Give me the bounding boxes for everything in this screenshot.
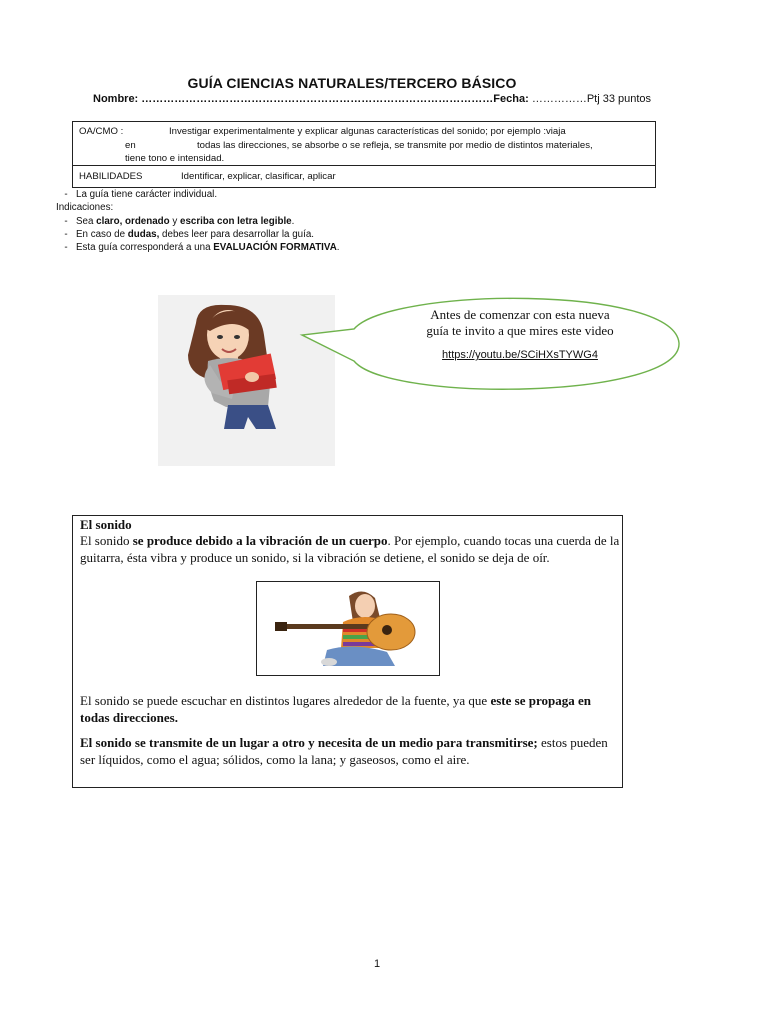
oa-text-line3: tiene tono e intensidad. xyxy=(125,153,225,164)
instruction-text: . xyxy=(291,215,295,227)
date-dots: …………… xyxy=(528,93,587,105)
page-number: 1 xyxy=(374,958,381,970)
instruction-bold: dudas, xyxy=(127,228,160,240)
instructions-list xyxy=(56,188,340,254)
list-dash: - xyxy=(64,189,68,200)
oa-text-line1: Investigar experimentalmente y explicar algunas características del sonido; por ejemplo :viaja xyxy=(169,126,566,137)
oa-label: OA/CMO : xyxy=(79,126,124,137)
oa-text-en: en xyxy=(125,140,136,151)
paragraph-text: . Por ejemplo, cuando tocas una cuerda de la guitarra, ésta vibra y produce un sonido, si la vibración se detiene, el sonido se deja de oír. xyxy=(80,533,620,565)
section-title: El sonido xyxy=(80,517,132,532)
date-label: Fecha: xyxy=(493,93,529,105)
habilidades-label: HABILIDADES xyxy=(79,171,143,182)
instruction-text: Sea xyxy=(76,215,97,227)
list-dash: - xyxy=(64,228,68,240)
name-dots: …………………………………………………………………………………… xyxy=(138,93,494,105)
paragraph-bold: El sonido se transmite de un lugar a otro y necesita de un medio para transmitirse; xyxy=(80,735,538,750)
instruction-text: . xyxy=(336,242,340,254)
instruction-text: y xyxy=(169,215,180,227)
instruction-item xyxy=(56,188,340,201)
paragraph-propagation xyxy=(80,693,620,726)
instructions-heading: Indicaciones: xyxy=(56,202,114,214)
paragraph-medium xyxy=(80,735,620,768)
eye-right xyxy=(234,335,240,339)
bubble-text-line2: guía te invito a que mires este video xyxy=(426,323,614,338)
jeans xyxy=(224,405,276,429)
instruction-text: debes leer para desarrollar la guía. xyxy=(159,228,314,240)
name-label: Nombre: xyxy=(93,93,139,105)
instruction-bold: EVALUACIÓN FORMATIVA xyxy=(213,242,337,254)
shoe xyxy=(321,658,337,666)
habilidades-text: Identificar, explicar, clasificar, aplicar xyxy=(181,171,336,182)
paragraph-text: estos pueden ser líquidos, como el agua; sólidos, como la lana; y gaseosos, como el aire. xyxy=(80,735,608,767)
list-dash: - xyxy=(64,242,68,254)
list-dash: - xyxy=(64,215,68,227)
instruction-bold: claro, ordenado xyxy=(96,215,170,227)
habilidades-row xyxy=(73,166,655,188)
video-link[interactable]: https://youtu.be/SCiHXsTYWG4 xyxy=(442,349,598,361)
paragraph-bold: se produce debido a la vibración de un cuerpo xyxy=(132,533,388,548)
objectives-table xyxy=(72,121,656,188)
instruction-item xyxy=(56,228,340,241)
instruction-text: Esta guía corresponderá a una xyxy=(76,242,214,254)
eye-left xyxy=(217,335,223,339)
instruction-text: La guía tiene carácter individual. xyxy=(76,189,218,200)
instruction-text: En caso de xyxy=(76,228,128,240)
paragraph-bold: este se propaga en todas direcciones. xyxy=(80,693,591,725)
guitar-neck xyxy=(283,624,371,629)
sound-section xyxy=(72,515,623,788)
hand xyxy=(245,372,259,382)
guitar-illustration xyxy=(256,581,440,676)
guitar-soundhole xyxy=(382,625,392,635)
instruction-item xyxy=(56,241,340,254)
guitar-drawing xyxy=(257,582,439,675)
page-title: GUÍA CIENCIAS NATURALES/TERCERO BÁSICO xyxy=(187,75,517,91)
guitar-head xyxy=(275,622,287,631)
paragraph-text: El sonido xyxy=(80,533,133,548)
paragraph-vibration xyxy=(80,533,620,566)
instruction-item xyxy=(56,215,340,228)
instruction-bold: escriba con letra legible xyxy=(180,215,292,227)
girl-face xyxy=(355,594,375,618)
points-text: Ptj 33 puntos xyxy=(586,93,652,105)
oa-row xyxy=(73,122,655,166)
name-date-line xyxy=(93,93,651,105)
paragraph-text: El sonido se puede escuchar en distintos lugares alrededor de la fuente, ya que xyxy=(80,693,491,708)
bubble-text-line1: Antes de comenzar con esta nueva xyxy=(430,307,610,322)
oa-text-line2: todas las direcciones, se absorbe o se refleja, se transmite por medio de distintos materiales, xyxy=(197,140,593,151)
